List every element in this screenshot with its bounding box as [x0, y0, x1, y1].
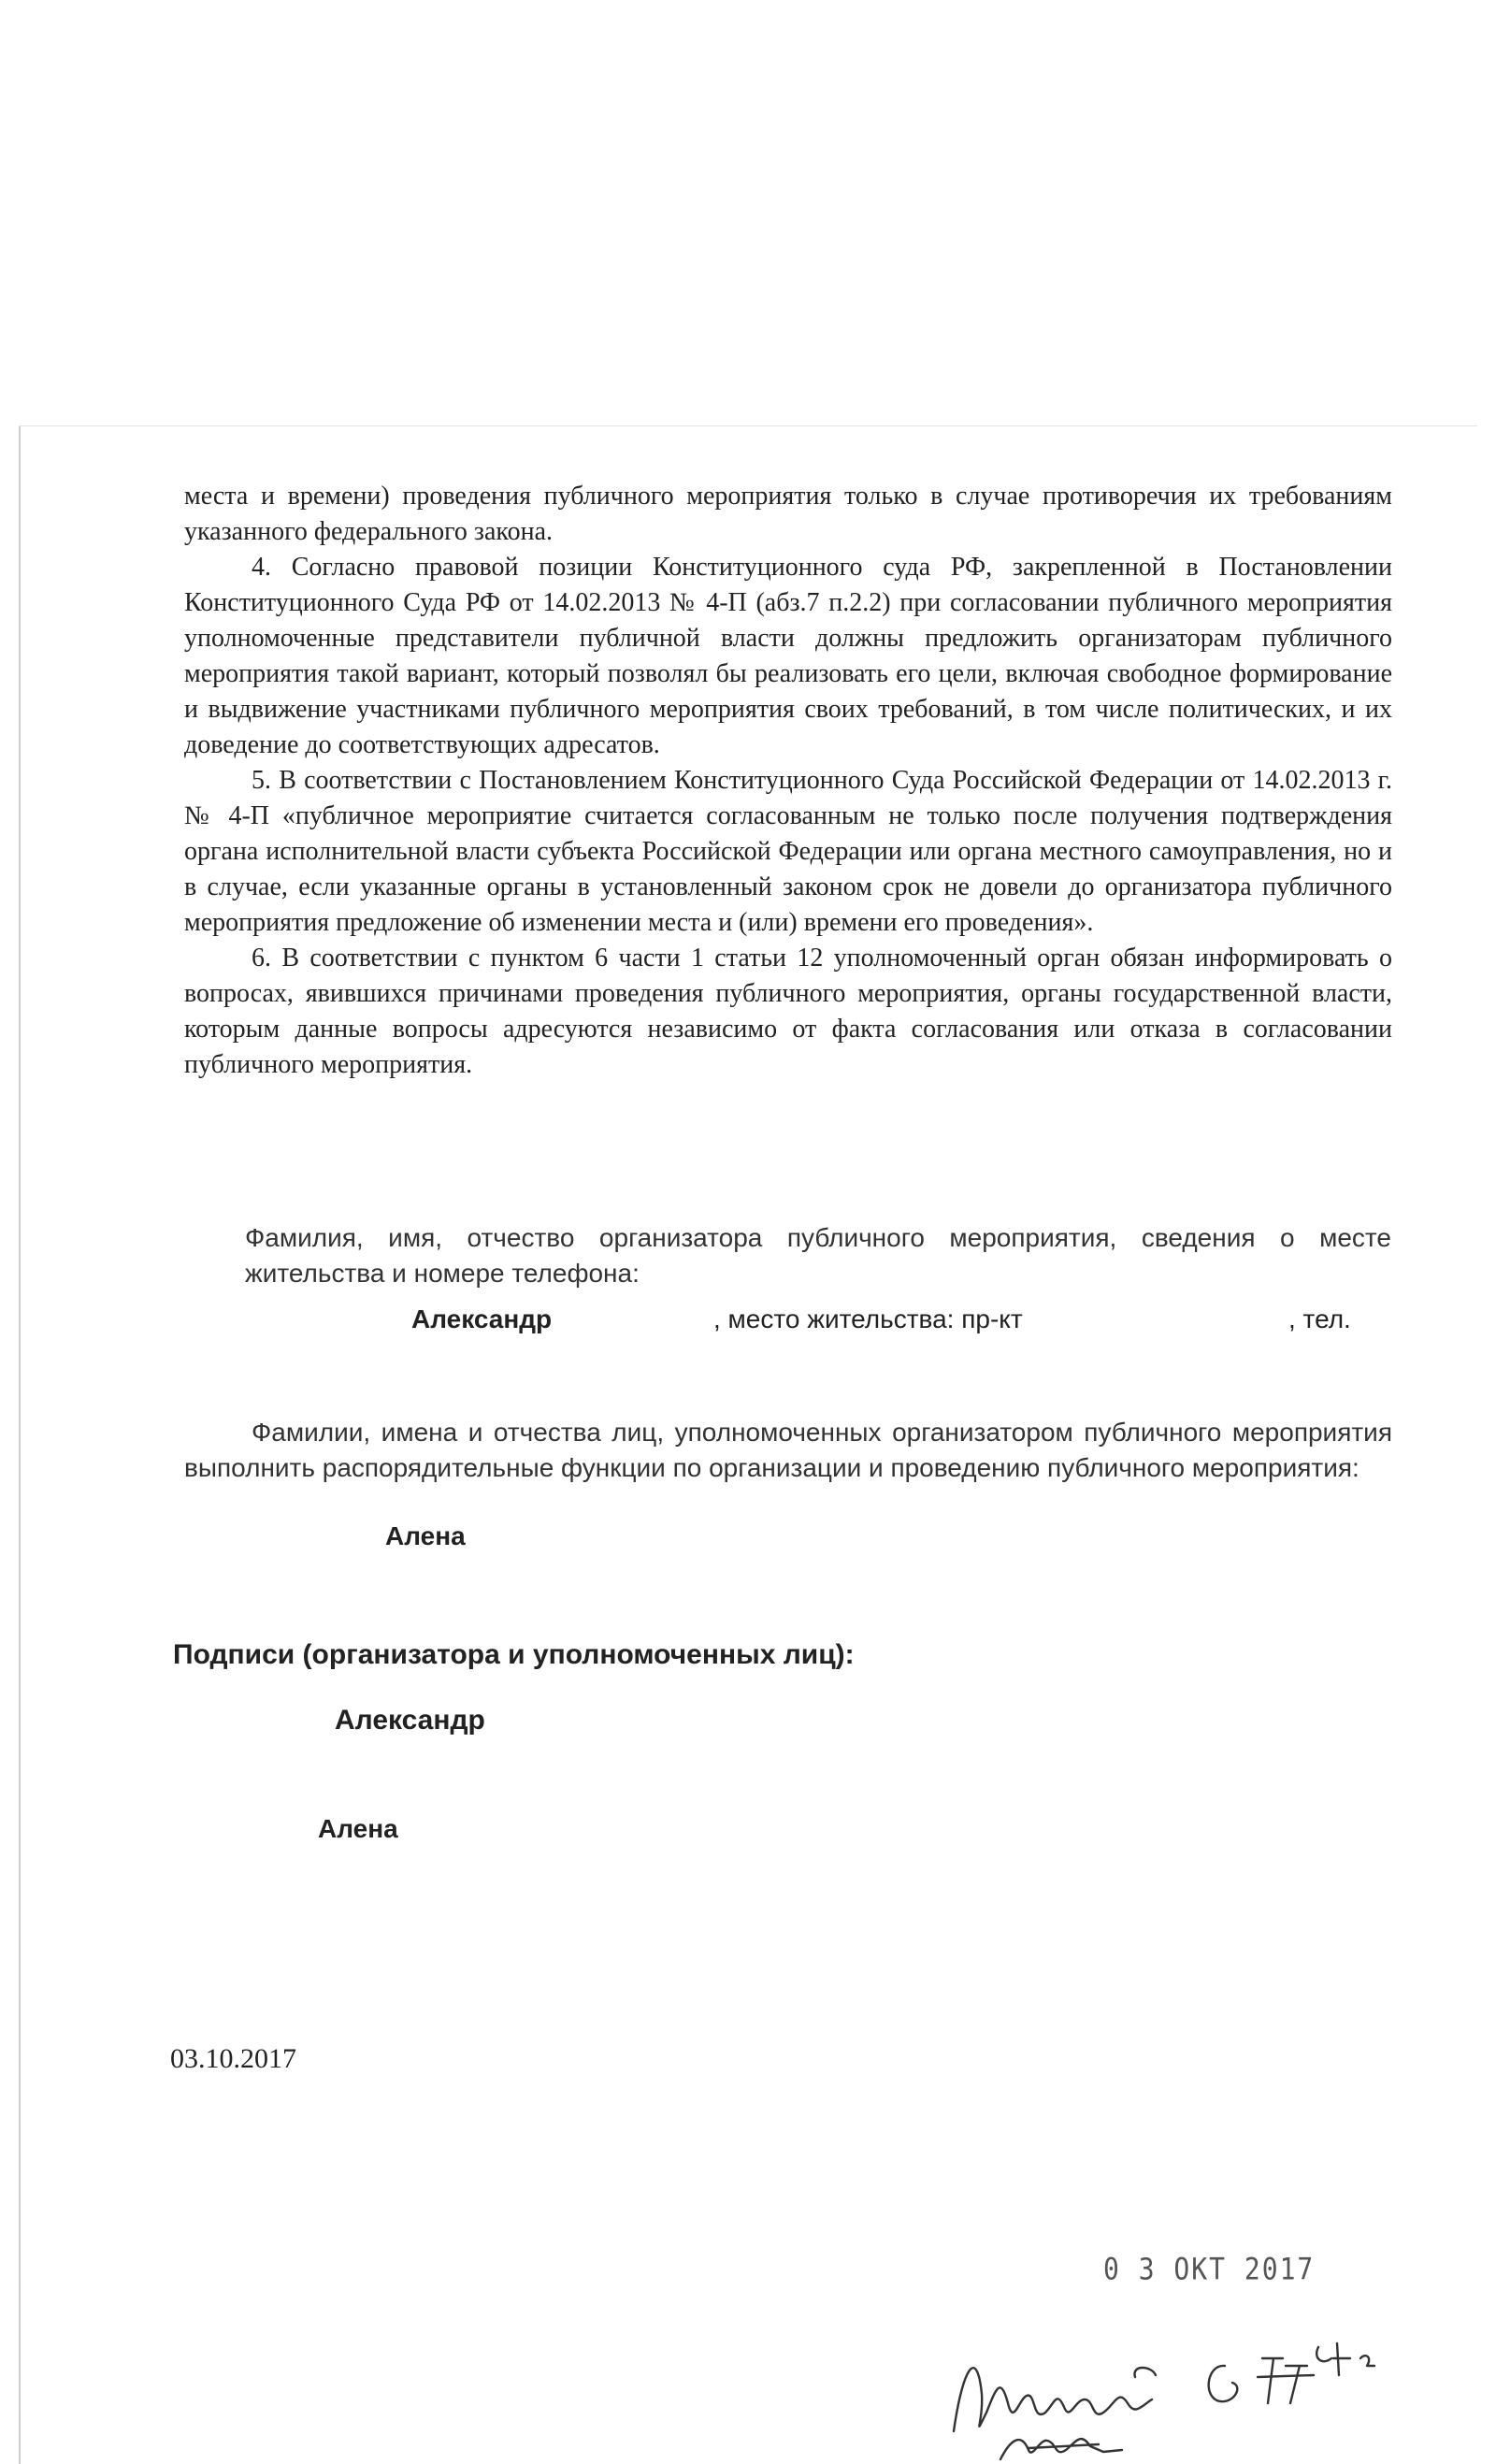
signature-name-authorized: Алена: [318, 1814, 398, 1843]
organizer-residence: , место жительства: пр-кт: [713, 1304, 1023, 1333]
paragraph-4: 4. Согласно правовой позиции Конституционного суда РФ, закрепленной в Постановлении Конституционного Суда РФ от 14.02.2013 № 4-П (абз.7 п.2.2) при согласовании публичного мероприятия уполномоченные представители публичной власти должны предложить организаторам публичного мероприятия такой вариант, который позволял бы реализовать его цели, включая свободное формирование и выдвижение участниками публичного мероприятия своих требований, в том числе политических, и их доведение до соответствующих адресатов.: [184, 553, 1392, 759]
document-date: 03.10.2017: [170, 2043, 296, 2074]
paragraph-continuation: места и времени) проведения публичного мероприятия только в случае противоречия их требованиям указанного федерального закона.: [184, 482, 1392, 546]
organizer-label: Фамилия, имя, отчество организатора публичного мероприятия, сведения о месте жительства и номере телефона:: [245, 1223, 1391, 1288]
authorized-label: Фамилии, имена и отчества лиц, уполномоченных организатором публичного мероприятия выполнить распорядительные функции по организации и проведению публичного мероприятия:: [184, 1418, 1392, 1482]
paragraph-5: 5. В соответствии с Постановлением Конституционного Суда Российской Федерации от 14.02.2013 г. № 4-П «публичное мероприятие считается согласованным не только после получения подтверждения органа исполнительной власти субъекта Российской Федерации или органа местного самоуправления, но и в случае, если указанные органы в установленный законом срок не довели до организатора публичного мероприятия предложение об изменении места и (или) времени его проведения».: [184, 766, 1392, 937]
organizer-label-block: [245, 1220, 1391, 1291]
organizer-phone: , тел.: [1288, 1304, 1351, 1333]
organizer-name: Александр: [411, 1304, 553, 1333]
received-stamp-date: 0 3 ОКТ 2017: [1103, 2251, 1316, 2287]
authorized-label-block: [184, 1415, 1392, 1486]
paragraph-6: 6. В соответствии с пунктом 6 части 1 статьи 12 уполномоченный орган обязан информировать о вопросах, явившихся причинами проведения публичного мероприятия, органы государственной власти, которым данные вопросы адресуются независимо от факта согласования или отказа в согласовании публичного мероприятия.: [184, 944, 1392, 1079]
page-edge-left: [19, 425, 21, 2464]
authorized-name: Алена: [385, 1521, 466, 1550]
page-edge-top: [19, 425, 1477, 426]
signature-name-organizer: Александр: [335, 1705, 485, 1736]
handwritten-signature: [935, 2310, 1421, 2464]
signatures-heading: Подписи (организатора и уполномоченных лиц):: [173, 1639, 855, 1670]
document-body: [184, 479, 1392, 1083]
